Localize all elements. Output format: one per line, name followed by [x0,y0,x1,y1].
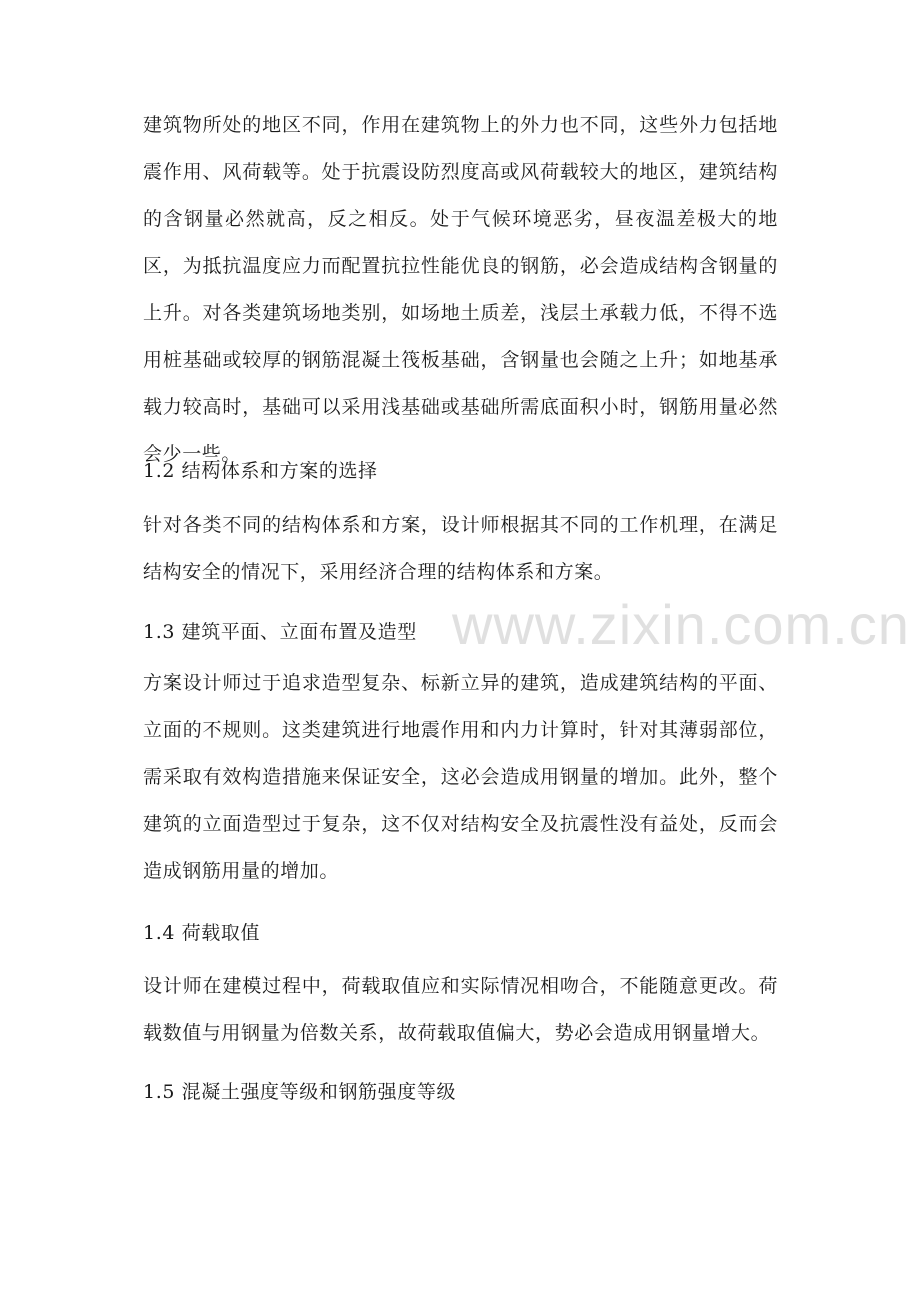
section-heading-1-4: 1.4 荷载取值 [143,922,261,944]
paragraph-load-values: 设计师在建模过程中，荷载取值应和实际情况相吻合，不能随意更改。荷载数值与用钢量为倍数关系，故荷载取值偏大，势必会造成用钢量增大。 [143,975,778,1044]
watermark-text: www.zixin.com.cn [452,593,910,656]
paragraph-structural-system: 针对各类不同的结构体系和方案，设计师根据其不同的工作机理，在满足结构安全的情况下，采用经济合理的结构体系和方案。 [143,514,778,583]
section-heading-1-3: 1.3 建筑平面、立面布置及造型 [143,621,417,643]
paragraph-site-conditions: 建筑物所处的地区不同，作用在建筑物上的外力也不同，这些外力包括地震作用、风荷载等。处于抗震设防烈度高或风荷载较大的地区，建筑结构的含钢量必然就高，反之相反。处于气候环境恶劣，昼夜温差极大的地区，为抵抗温度应力而配置抗拉性能优良的钢筋，必会造成结构含钢量的上升。对各类建筑场地类别，如场地土质差，浅层土承载力低，不得不选用桩基础或较厚的钢筋混凝土筏板基础，含钢量也会随之上升；如地基承载力较高时，基础可以采用浅基础或基础所需底面积小时，钢筋用量必然会少一些。 [143,114,778,465]
paragraph-building-layout: 方案设计师过于追求造型复杂、标新立异的建筑，造成建筑结构的平面、立面的不规则。这类建筑进行地震作用和内力计算时，针对其薄弱部位，需采取有效构造措施来保证安全，这必会造成用钢量的增加。此外，整个建筑的立面造型过于复杂，这不仅对结构安全及抗震性没有益处，反而会造成钢筋用量的增加。 [143,672,778,882]
section-heading-1-5: 1.5 混凝土强度等级和钢筋强度等级 [143,1081,457,1103]
section-heading-1-2: 1.2 结构体系和方案的选择 [143,460,378,482]
